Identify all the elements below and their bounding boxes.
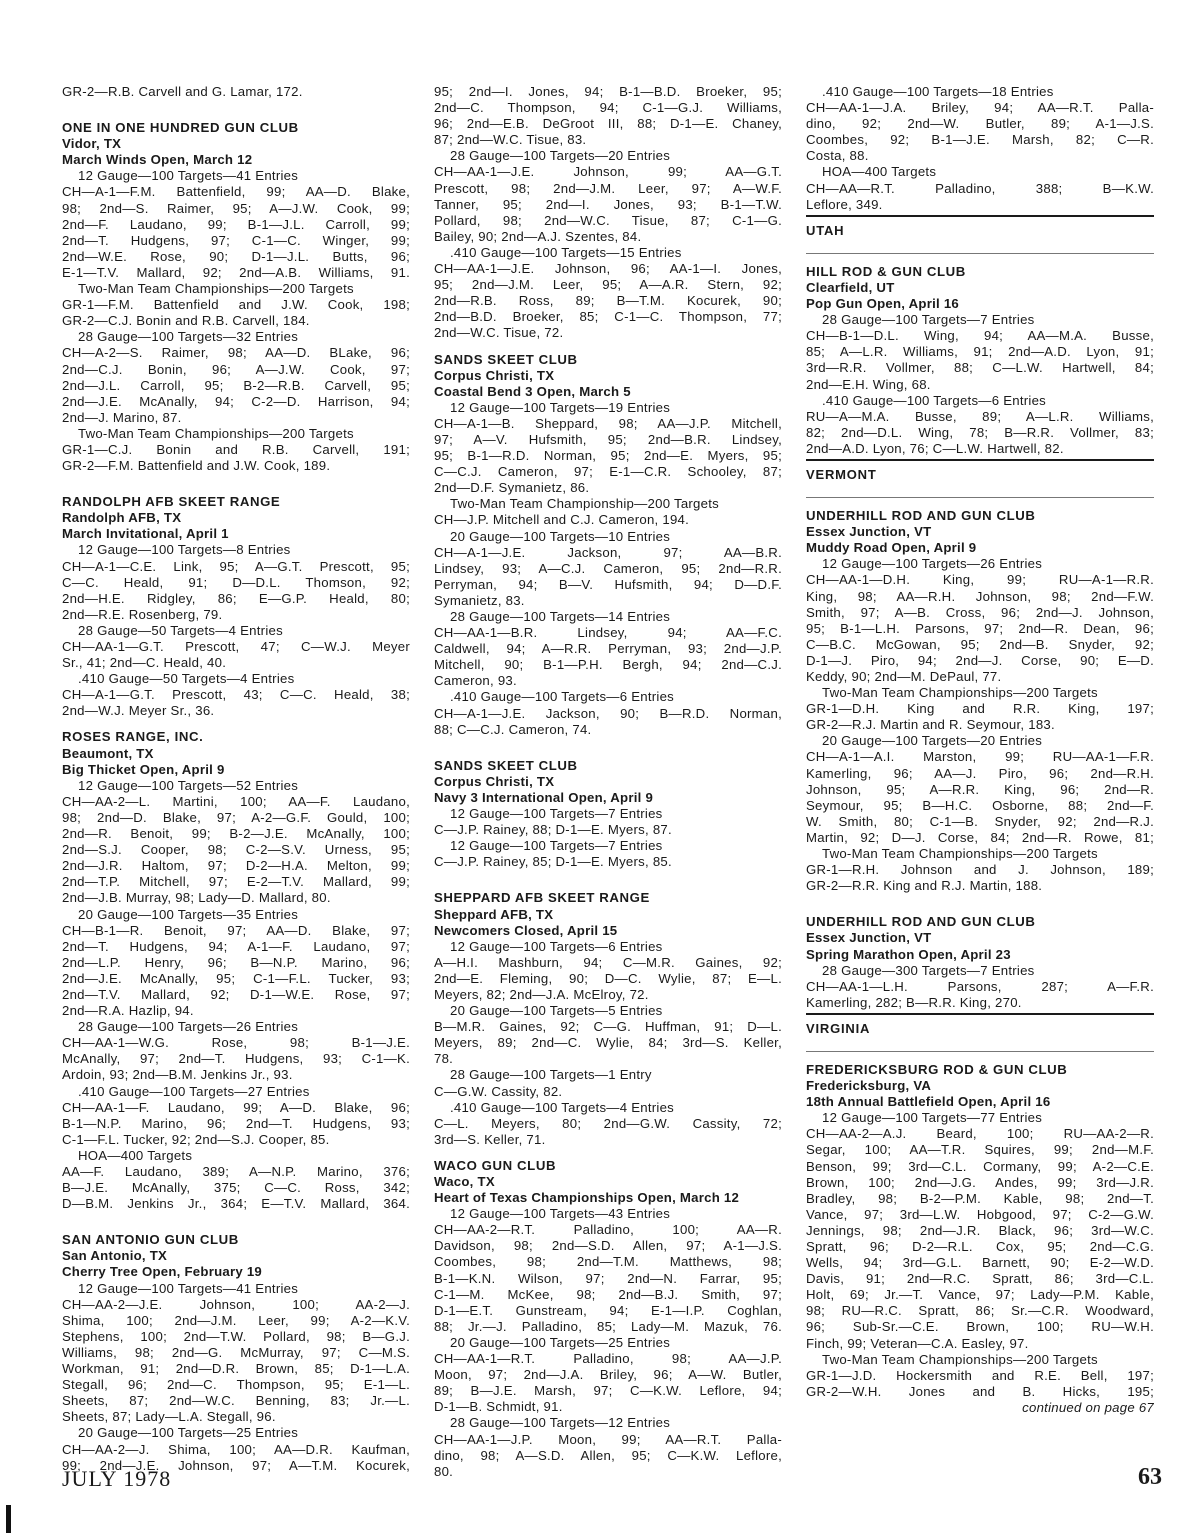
event-title: Spring Marathon Open, April 23 (806, 946, 1011, 962)
results-line: 2nd—A.D. Lyon, 76; C—L.W. Hartwell, 82. (806, 440, 1064, 456)
event-category: 12 Gauge—100 Targets—43 Entries (450, 1206, 671, 1222)
results-line: CH—A-1—J.E. Jackson, 90; B—R.D. Norman, (434, 705, 782, 721)
results-line: 89; B—J.E. Marsh, 97; C—K.W. Leflore, 94; (434, 1383, 782, 1399)
event-category: 12 Gauge—100 Targets—77 Entries (822, 1110, 1043, 1126)
results-line: 2nd—R.B. Ross, 89; B—T.M. Kocurek, 90; (434, 293, 782, 309)
results-line: GR-2—R.R. King and R.J. Martin, 188. (806, 878, 1043, 894)
results-line: Wells, 94; 3rd—G.L. Barnett, 90; E-2—W.D. (806, 1255, 1154, 1271)
event-title: March Winds Open, March 12 (62, 152, 253, 168)
results-line: Prescott, 98; 2nd—J.M. Leer, 97; A—W.F. (434, 180, 782, 196)
results-line: 98; 2nd—D. Blake, 97; A-2—G.F. Gould, 100; (62, 809, 410, 825)
results-line: CH—AA-2—A.J. Beard, 100; RU—AA-2—R. (806, 1126, 1154, 1142)
results-line: CH—A-1—C.E. Link, 95; A—G.T. Prescott, 95; (62, 558, 410, 574)
event-category: 28 Gauge—100 Targets—14 Entries (450, 609, 671, 624)
results-line: C—C. Heald, 91; D—D.L. Thomson, 92; (62, 574, 410, 590)
results-line: 96; 2nd—E.B. DeGroot III, 88; D-1—E. Chaney, (434, 116, 782, 132)
event-category: 12 Gauge—100 Targets—7 Entries (450, 806, 663, 822)
results-line: 2nd—R.E. Rosenberg, 79. (62, 606, 223, 622)
club-location: Essex Junction, VT (806, 930, 932, 946)
results-line: Bailey, 90; 2nd—A.J. Szentes, 84. (434, 228, 642, 244)
results-line: 96; Sub-Sr.—C.E. Brown, 100; RU—W.H. (806, 1319, 1154, 1335)
results-line: CH—AA-2—J. Shima, 100; AA—D.R. Kaufman, (62, 1441, 410, 1457)
results-line: Jennings, 98; 2nd—J.R. Black, 96; 3rd—W.C. (806, 1222, 1154, 1238)
results-line: 97; A—V. Hufsmith, 95; 2nd—B.R. Lindsey, (434, 431, 782, 447)
results-line: Meyers, 82; 2nd—J.A. McElroy, 72. (434, 986, 649, 1002)
results-line: 80. (434, 1463, 454, 1479)
results-line: 99; 2nd—J.E. Johnson, 97; A—T.M. Kocurek, (62, 1457, 410, 1473)
event-category: 20 Gauge—100 Targets—25 Entries (450, 1334, 671, 1350)
results-line: CH—B-1—R. Benoit, 97; AA—D. Blake, 97; (62, 922, 410, 938)
results-line: Symanietz, 83. (434, 592, 525, 608)
event-title: Coastal Bend 3 Open, March 5 (434, 383, 631, 399)
results-line: Benson, 99; 3rd—C.L. Cormany, 99; A-2—C.E. (806, 1158, 1154, 1174)
results-line: C—J.P. Rainey, 85; D-1—E. Myers, 85. (434, 854, 672, 870)
results-line: Johnson, 95; A—R.R. King, 96; 2nd—R. (806, 781, 1154, 797)
results-line: Williams, 98; 2nd—G. McMurray, 97; C—M.S. (62, 1344, 410, 1360)
results-line: C-1—F.L. Tucker, 92; 2nd—S.J. Cooper, 85. (62, 1131, 330, 1147)
results-line: Shima, 100; 2nd—J.M. Leer, 99; A-2—K.V. (62, 1312, 410, 1328)
event-category: 28 Gauge—100 Targets—7 Entries (822, 312, 1035, 328)
results-line: 3rd—R.R. Vollmer, 88; C—L.W. Hartwell, 84; (806, 360, 1154, 376)
results-line: CH—AA-2—R.T. Palladino, 100; AA—R. (434, 1222, 782, 1238)
results-line: CH—A-1—F.M. Battenfield, 99; AA—D. Blake, (62, 184, 410, 200)
results-line: CH—AA-1—L.H. Parsons, 287; A—F.R. (806, 978, 1154, 994)
club-name: HILL ROD & GUN CLUB (806, 263, 966, 279)
event-category: 28 Gauge—100 Targets—20 Entries (450, 148, 671, 164)
event-category: Two-Man Team Championships—200 Targets (822, 1351, 1098, 1367)
results-line: 95; 2nd—J.M. Leer, 95; A—A.R. Stern, 92; (434, 277, 782, 293)
results-line: CH—AA-2—L. Martini, 100; AA—F. Laudano, (62, 793, 410, 809)
state-heading: VERMONT (806, 466, 877, 482)
footer-issue-date: JULY 1978 (62, 1466, 172, 1491)
event-title: Muddy Road Open, April 9 (806, 540, 977, 556)
event-category: .410 Gauge—100 Targets—27 Entries (78, 1083, 310, 1099)
results-line: CH—A-1—B. Sheppard, 98; AA—J.P. Mitchell, (434, 415, 782, 431)
club-location: Waco, TX (434, 1174, 495, 1189)
results-line: King, 98; AA—R.H. Johnson, 98; 2nd—F.W. (806, 588, 1154, 604)
event-category: 12 Gauge—100 Targets—6 Entries (450, 938, 663, 954)
results-line: C-1—M. McKee, 98; 2nd—B.J. Smith, 97; (434, 1286, 782, 1302)
results-line: D-1—J. Piro, 94; 2nd—J. Corse, 90; E—D. (806, 652, 1154, 668)
club-name: ROSES RANGE, INC. (62, 729, 204, 745)
club-location: Clearfield, UT (806, 279, 895, 295)
results-line: GR-2—R.J. Martin and R. Seymour, 183. (806, 717, 1055, 733)
event-title: 18th Annual Battlefield Open, April 16 (806, 1094, 1051, 1110)
results-line: E-1—T.V. Mallard, 92; 2nd—A.B. Williams, 91. (62, 264, 410, 280)
event-category: 28 Gauge—300 Targets—7 Entries (822, 962, 1035, 978)
results-line: 2nd—H.E. Ridgley, 86; E—G.P. Heald, 80; (62, 590, 410, 606)
results-line: dino, 98; A—S.D. Allen, 95; C—K.W. Leflore, (434, 1447, 782, 1463)
event-category: 28 Gauge—100 Targets—12 Entries (450, 1415, 671, 1431)
club-name: SHEPPARD AFB SKEET RANGE (434, 890, 650, 906)
results-line: 2nd—J.R. Haltom, 97; D-2—H.A. Melton, 99; (62, 858, 410, 874)
section-divider (806, 1013, 1154, 1015)
results-line: 3rd—S. Keller, 71. (434, 1131, 546, 1147)
results-line: Caldwell, 94; A—R.R. Perryman, 93; 2nd—J.P. (434, 641, 782, 657)
event-category: 12 Gauge—100 Targets—26 Entries (822, 556, 1043, 572)
state-heading: VIRGINIA (806, 1020, 871, 1036)
column-left (62, 84, 410, 1474)
event-category: 20 Gauge—100 Targets—35 Entries (78, 906, 299, 922)
results-line: Coombes, 98; 2nd—T.M. Matthews, 98; (434, 1254, 782, 1270)
results-line: 98; 2nd—S. Raimer, 95; A—J.W. Cook, 99; (62, 200, 410, 216)
event-category: Two-Man Team Championship—200 Targets (450, 496, 719, 512)
results-line: Stegall, 96; 2nd—C. Thompson, 95; E-1—L. (62, 1377, 410, 1393)
results-line: GR-1—F.M. Battenfield and J.W. Cook, 198; (62, 297, 410, 313)
results-line: C—B.C. McGowan, 95; 2nd—B. Snyder, 92; (806, 636, 1154, 652)
results-line: 2nd—E. Fleming, 90; D—C. Wylie, 87; E—L. (434, 970, 782, 986)
event-category: 20 Gauge—100 Targets—5 Entries (450, 1003, 663, 1019)
event-category: 12 Gauge—100 Targets—19 Entries (450, 399, 671, 415)
event-title: Newcomers Closed, April 15 (434, 922, 618, 938)
event-category: 12 Gauge—100 Targets—8 Entries (78, 542, 291, 558)
results-line: 2nd—B.D. Broeker, 85; C-1—C. Thompson, 77; (434, 309, 782, 325)
results-line: 95; B-1—R.D. Norman, 95; 2nd—E. Myers, 95; (434, 448, 782, 464)
club-location: Essex Junction, VT (806, 524, 932, 540)
results-line: 2nd—D.F. Symanietz, 86. (434, 480, 590, 496)
results-line: 2nd—F. Laudano, 99; B-1—J.L. Carroll, 99; (62, 216, 410, 232)
section-divider (806, 497, 1154, 498)
results-line: 98; RU—R.C. Spratt, 86; Sr.—C.R. Woodward, (806, 1303, 1154, 1319)
results-line: C—J.P. Rainey, 88; D-1—E. Myers, 87. (434, 822, 672, 838)
results-line: CH—B-1—D.L. Wing, 94; AA—M.A. Busse, (806, 328, 1154, 344)
results-line: GR-2—W.H. Jones and B. Hicks, 195; (806, 1383, 1154, 1399)
results-line: Finch, 99; Veteran—C.A. Easley, 97. (806, 1335, 1029, 1351)
results-line: 2nd—T.P. Mitchell, 97; E-2—T.V. Mallard, 99; (62, 874, 410, 890)
results-line: Davidson, 98; 2nd—S.D. Allen, 97; A-1—J.S. (434, 1238, 782, 1254)
event-category: HOA—400 Targets (78, 1147, 193, 1163)
results-line: GR-1—R.H. Johnson and J. Johnson, 189; (806, 862, 1154, 878)
results-line: CH—AA-1—J.A. Briley, 94; AA—R.T. Palla- (806, 100, 1154, 116)
results-line: 2nd—J.B. Murray, 98; Lady—D. Mallard, 80. (62, 890, 331, 906)
results-line: Cameron, 93. (434, 673, 517, 689)
results-line: Kamerling, 282; B—R.R. King, 270. (806, 994, 1022, 1010)
section-divider (806, 215, 1154, 217)
club-name: WACO GUN CLUB (434, 1157, 557, 1173)
event-category: HOA—400 Targets (822, 164, 937, 180)
event-category: 20 Gauge—100 Targets—25 Entries (78, 1425, 299, 1441)
results-line: 2nd—L.P. Henry, 96; B—N.P. Marino, 96; (62, 954, 410, 970)
results-line: 2nd—T. Hudgens, 94; A-1—F. Laudano, 97; (62, 938, 410, 954)
club-location: Sheppard AFB, TX (434, 906, 554, 922)
results-line: Meyers, 89; 2nd—C. Wylie, 84; 3rd—S. Keller, (434, 1035, 782, 1051)
event-title: Cherry Tree Open, February 19 (62, 1264, 263, 1280)
event-title: Navy 3 International Open, April 9 (434, 789, 654, 805)
results-line: CH—AA—R.T. Palladino, 388; B—K.W. (806, 180, 1154, 196)
results-line: Sheets, 87; 2nd—W.C. Benning, 83; Jr.—L. (62, 1393, 410, 1409)
club-location: Vidor, TX (62, 136, 122, 152)
results-line: GR-1—D.H. King and R.R. King, 197; (806, 701, 1154, 717)
club-name: UNDERHILL ROD AND GUN CLUB (806, 508, 1036, 524)
results-line: CH—A-1—G.T. Prescott, 43; C—C. Heald, 38; (62, 687, 410, 703)
results-line: Ardoin, 93; 2nd—B.M. Jenkins Jr., 93. (62, 1067, 293, 1083)
state-heading: UTAH (806, 222, 845, 238)
results-line: 2nd—J.E. McAnally, 94; C-2—D. Harrison, 94; (62, 393, 410, 409)
results-line: AA—F. Laudano, 389; A—N.P. Marino, 376; (62, 1164, 410, 1179)
event-category: 28 Gauge—100 Targets—1 Entry (450, 1067, 652, 1083)
club-location: Beaumont, TX (62, 745, 154, 761)
column-middle (434, 84, 782, 1480)
club-name: FREDERICKSBURG ROD & GUN CLUB (806, 1061, 1068, 1077)
results-line: Coombes, 92; B-1—J.E. Marsh, 82; C—R. (806, 132, 1154, 148)
results-line: 2nd—C. Thompson, 94; C-1—G.J. Williams, (434, 100, 782, 116)
event-category: Two-Man Team Championships—200 Targets (822, 685, 1098, 701)
results-line: 2nd—R. Benoit, 99; B-2—J.E. McAnally, 100; (62, 826, 410, 842)
event-category: 12 Gauge—100 Targets—41 Entries (78, 168, 299, 184)
club-name: SANDS SKEET CLUB (434, 351, 578, 367)
results-line: CH—AA-1—D.H. King, 99; RU—A-1—R.R. (806, 572, 1154, 588)
results-line: 2nd—E.H. Wing, 68. (806, 376, 931, 392)
results-line: CH—J.P. Mitchell and C.J. Cameron, 194. (434, 512, 690, 528)
results-line: Seymour, 95; B—H.C. Osborne, 88; 2nd—F. (806, 797, 1154, 813)
scan-edge-mark (6, 1505, 11, 1533)
event-category: .410 Gauge—50 Targets—4 Entries (78, 671, 295, 687)
event-category: Two-Man Team Championships—200 Targets (78, 425, 354, 441)
event-category: 20 Gauge—100 Targets—10 Entries (450, 528, 671, 544)
club-location: San Antonio, TX (62, 1248, 168, 1264)
results-line: 88; Jr.—J. Palladino, 85; Lady—M. Mazuk, 76. (434, 1318, 782, 1334)
results-line: Workman, 91; 2nd—D.R. Brown, 85; D-1—L.A. (62, 1361, 410, 1377)
results-line: A—H.I. Mashburn, 94; C—M.R. Gaines, 92; (434, 954, 782, 970)
results-line: Lindsey, 93; A—C.J. Cameron, 95; 2nd—R.R. (434, 560, 782, 576)
event-category: 28 Gauge—100 Targets—26 Entries (78, 1019, 299, 1035)
results-line: CH—AA-1—J.P. Moon, 99; AA—R.T. Palla- (434, 1431, 782, 1447)
results-line: Martin, 92; D—J. Corse, 84; 2nd—R. Rowe, 81; (806, 829, 1154, 845)
event-category: .410 Gauge—100 Targets—4 Entries (450, 1099, 675, 1115)
results-line: C—C.J. Cameron, 97; E-1—C.R. Schooley, 87; (434, 464, 782, 480)
event-title: Heart of Texas Championships Open, March 12 (434, 1190, 740, 1206)
results-line: Kamerling, 96; AA—J. Piro, 96; 2nd—R.H. (806, 765, 1154, 781)
results-line: B-1—K.N. Wilson, 97; 2nd—N. Farrar, 95; (434, 1270, 782, 1286)
results-line: C—G.W. Cassity, 82. (434, 1083, 563, 1099)
results-line: Tanner, 95; 2nd—I. Jones, 93; B-1—T.W. (434, 196, 782, 212)
results-line: 88; C—C.J. Cameron, 74. (434, 721, 592, 737)
results-line: dino, 92; 2nd—W. Butler, 89; A-1—J.S. (806, 116, 1154, 132)
results-line: D-1—B. Schmidt, 91. (434, 1399, 563, 1415)
event-category: 12 Gauge—100 Targets—52 Entries (78, 777, 299, 793)
event-category: .410 Gauge—100 Targets—6 Entries (822, 392, 1047, 408)
results-line: CH—AA-2—J.E. Johnson, 100; AA-2—J. (62, 1296, 410, 1312)
results-line: RU—A—M.A. Busse, 89; A—L.R. Williams, (806, 408, 1154, 424)
results-line: 2nd—W.E. Rose, 90; D-1—J.L. Butts, 96; (62, 248, 410, 264)
results-line: Spratt, 96; D-2—R.L. Cox, 95; 2nd—C.G. (806, 1239, 1154, 1254)
results-line: CH—AA-1—R.T. Palladino, 98; AA—J.P. (434, 1351, 782, 1367)
results-line: Segar, 100; AA—T.R. Squires, 99; 2nd—M.F. (806, 1142, 1154, 1158)
results-line: 2nd—W.J. Meyer Sr., 36. (62, 703, 215, 719)
results-line: 2nd—J. Marino, 87. (62, 409, 182, 425)
continued-note: continued on page 67 (1022, 1399, 1154, 1415)
results-line: 2nd—W.C. Tisue, 72. (434, 325, 564, 341)
club-name: SAN ANTONIO GUN CLUB (62, 1232, 239, 1248)
event-category: 28 Gauge—100 Targets—32 Entries (78, 329, 299, 345)
results-line: CH—AA-1—J.E. Johnson, 96; AA-1—I. Jones, (434, 261, 782, 277)
results-line: Smith, 97; A—B. Cross, 96; 2nd—J. Johnson, (806, 604, 1154, 620)
results-line: 2nd—C.J. Bonin, 96; A—J.W. Cook, 97; (62, 361, 410, 377)
event-category: .410 Gauge—100 Targets—6 Entries (450, 689, 675, 705)
results-line: 2nd—T. Hudgens, 97; C-1—C. Winger, 99; (62, 232, 410, 248)
event-category: 20 Gauge—100 Targets—20 Entries (822, 733, 1043, 749)
club-location: Corpus Christi, TX (434, 367, 555, 383)
event-title: Big Thicket Open, April 9 (62, 761, 225, 777)
results-line: CH—A-1—J.E. Jackson, 97; AA—B.R. (434, 544, 782, 560)
results-line: CH—AA-1—B.R. Lindsey, 94; AA—F.C. (434, 625, 782, 641)
results-line: W. Smith, 80; C-1—B. Snyder, 92; 2nd—R.J. (806, 813, 1154, 829)
results-line: B-1—N.P. Marino, 96; 2nd—T. Hudgens, 93; (62, 1115, 410, 1131)
results-line: GR-2—C.J. Bonin and R.B. Carvell, 184. (62, 313, 310, 329)
section-divider (806, 1051, 1154, 1052)
results-line: Holt, 69; Jr.—T. Vance, 97; Lady—P.M. Kable, (806, 1287, 1154, 1303)
club-location: Corpus Christi, TX (434, 773, 555, 789)
event-category: 28 Gauge—50 Targets—4 Entries (78, 622, 283, 638)
results-line: 82; 2nd—D.L. Wing, 78; B—R.R. Vollmer, 83; (806, 424, 1154, 440)
results-line: CH—AA-1—G.T. Prescott, 47; C—W.J. Meyer (62, 639, 410, 654)
results-line: B—M.R. Gaines, 92; C—G. Huffman, 91; D—L. (434, 1019, 782, 1035)
column-right (806, 84, 1154, 1416)
event-category: .410 Gauge—100 Targets—18 Entries (822, 84, 1054, 99)
results-line: Mitchell, 90; B-1—P.H. Bergh, 94; 2nd—C.J. (434, 657, 782, 673)
results-line: GR-2—F.M. Battenfield and J.W. Cook, 189. (62, 458, 331, 474)
section-divider (806, 253, 1154, 254)
results-line: 2nd—T.V. Mallard, 92; D-1—W.E. Rose, 97; (62, 986, 410, 1002)
results-line: Costa, 88. (806, 148, 869, 164)
results-line: 95; 2nd—I. Jones, 94; B-1—B.D. Broeker, 95; (434, 84, 782, 99)
club-location: Fredericksburg, VA (806, 1078, 932, 1094)
results-line: B—J.E. McAnally, 375; C—C. Ross, 342; (62, 1180, 410, 1196)
club-name: ONE IN ONE HUNDRED GUN CLUB (62, 120, 299, 136)
results-line: Brown, 100; 2nd—J.G. Andes, 99; 3rd—J.R. (806, 1174, 1154, 1190)
results-line: GR-2—R.B. Carvell and G. Lamar, 172. (62, 84, 303, 99)
club-location: Randolph AFB, TX (62, 510, 182, 526)
results-line: 85; A—L.R. Williams, 91; 2nd—A.D. Lyon, 91; (806, 344, 1154, 360)
results-line: D—B.M. Jenkins Jr., 364; E—T.V. Mallard, 364. (62, 1196, 410, 1212)
results-line: 2nd—S.J. Cooper, 98; C-2—S.V. Urness, 95; (62, 842, 410, 858)
results-line: 2nd—R.A. Hazlip, 94. (62, 1003, 194, 1019)
results-line: 87; 2nd—W.C. Tisue, 83. (434, 132, 587, 148)
club-name: SANDS SKEET CLUB (434, 757, 578, 773)
event-category: Two-Man Team Championships—200 Targets (822, 846, 1098, 862)
results-line: Bradley, 98; B-2—P.M. Kable, 98; 2nd—T. (806, 1190, 1154, 1206)
results-line: Davis, 91; 2nd—R.C. Spratt, 86; 3rd—C.L. (806, 1271, 1154, 1287)
results-line: CH—AA-1—W.G. Rose, 98; B-1—J.E. (62, 1035, 410, 1051)
results-line: Sr., 41; 2nd—C. Heald, 40. (62, 655, 227, 671)
club-name: RANDOLPH AFB SKEET RANGE (62, 494, 281, 510)
results-line: Moon, 97; 2nd—J.A. Briley, 96; A—W. Butler, (434, 1367, 782, 1383)
club-name: UNDERHILL ROD AND GUN CLUB (806, 914, 1036, 930)
results-line: CH—A-1—A.I. Marston, 99; RU—AA-1—F.R. (806, 749, 1154, 765)
results-line: GR-1—C.J. Bonin and R.B. Carvell, 191; (62, 441, 410, 457)
results-line: Keddy, 90; 2nd—M. DePaul, 77. (806, 669, 1002, 684)
event-category: 12 Gauge—100 Targets—41 Entries (78, 1280, 299, 1296)
results-line: 95; B-1—L.H. Parsons, 97; 2nd—R. Dean, 96; (806, 620, 1154, 636)
event-title: Pop Gun Open, April 16 (806, 296, 960, 312)
results-line: 2nd—J.L. Carroll, 95; B-2—R.B. Carvell, 95; (62, 377, 410, 393)
results-line: C—L. Meyers, 80; 2nd—G.W. Cassity, 72; (434, 1115, 782, 1131)
results-line: Pollard, 98; 2nd—W.C. Tisue, 87; C-1—G. (434, 212, 782, 228)
results-line: GR-1—J.D. Hockersmith and R.E. Bell, 197; (806, 1367, 1154, 1383)
results-line: CH—AA-1—J.E. Johnson, 99; AA—G.T. (434, 164, 782, 180)
event-title: March Invitational, April 1 (62, 526, 229, 542)
results-line: Perryman, 94; B—V. Hufsmith, 94; D—D.F. (434, 576, 782, 592)
results-line: CH—A-2—S. Raimer, 98; AA—D. BLake, 96; (62, 345, 410, 361)
results-line: 2nd—J.E. McAnally, 95; C-1—F.L. Tucker, 93; (62, 970, 410, 986)
results-line: Sheets, 87; Lady—L.A. Stegall, 96. (62, 1409, 276, 1425)
results-line: McAnally, 97; 2nd—T. Hudgens, 93; C-1—K. (62, 1051, 410, 1067)
results-line: Stephens, 100; 2nd—T.W. Pollard, 98; B—G.J. (62, 1328, 410, 1344)
event-category: .410 Gauge—100 Targets—15 Entries (450, 244, 682, 260)
results-line: CH—AA-1—F. Laudano, 99; A—D. Blake, 96; (62, 1099, 410, 1115)
results-line: Vance, 97; 3rd—L.W. Hobgood, 97; C-2—G.W. (806, 1206, 1154, 1222)
results-line: D-1—E.T. Gunstream, 94; E-1—I.P. Coghlan, (434, 1302, 782, 1318)
results-line: Leflore, 349. (806, 196, 883, 212)
event-category: Two-Man Team Championships—200 Targets (78, 281, 354, 297)
footer-page-number: 63 (1138, 1464, 1162, 1490)
event-category: 12 Gauge—100 Targets—7 Entries (450, 838, 663, 854)
section-divider (806, 459, 1154, 461)
results-line: 78. (434, 1051, 454, 1067)
